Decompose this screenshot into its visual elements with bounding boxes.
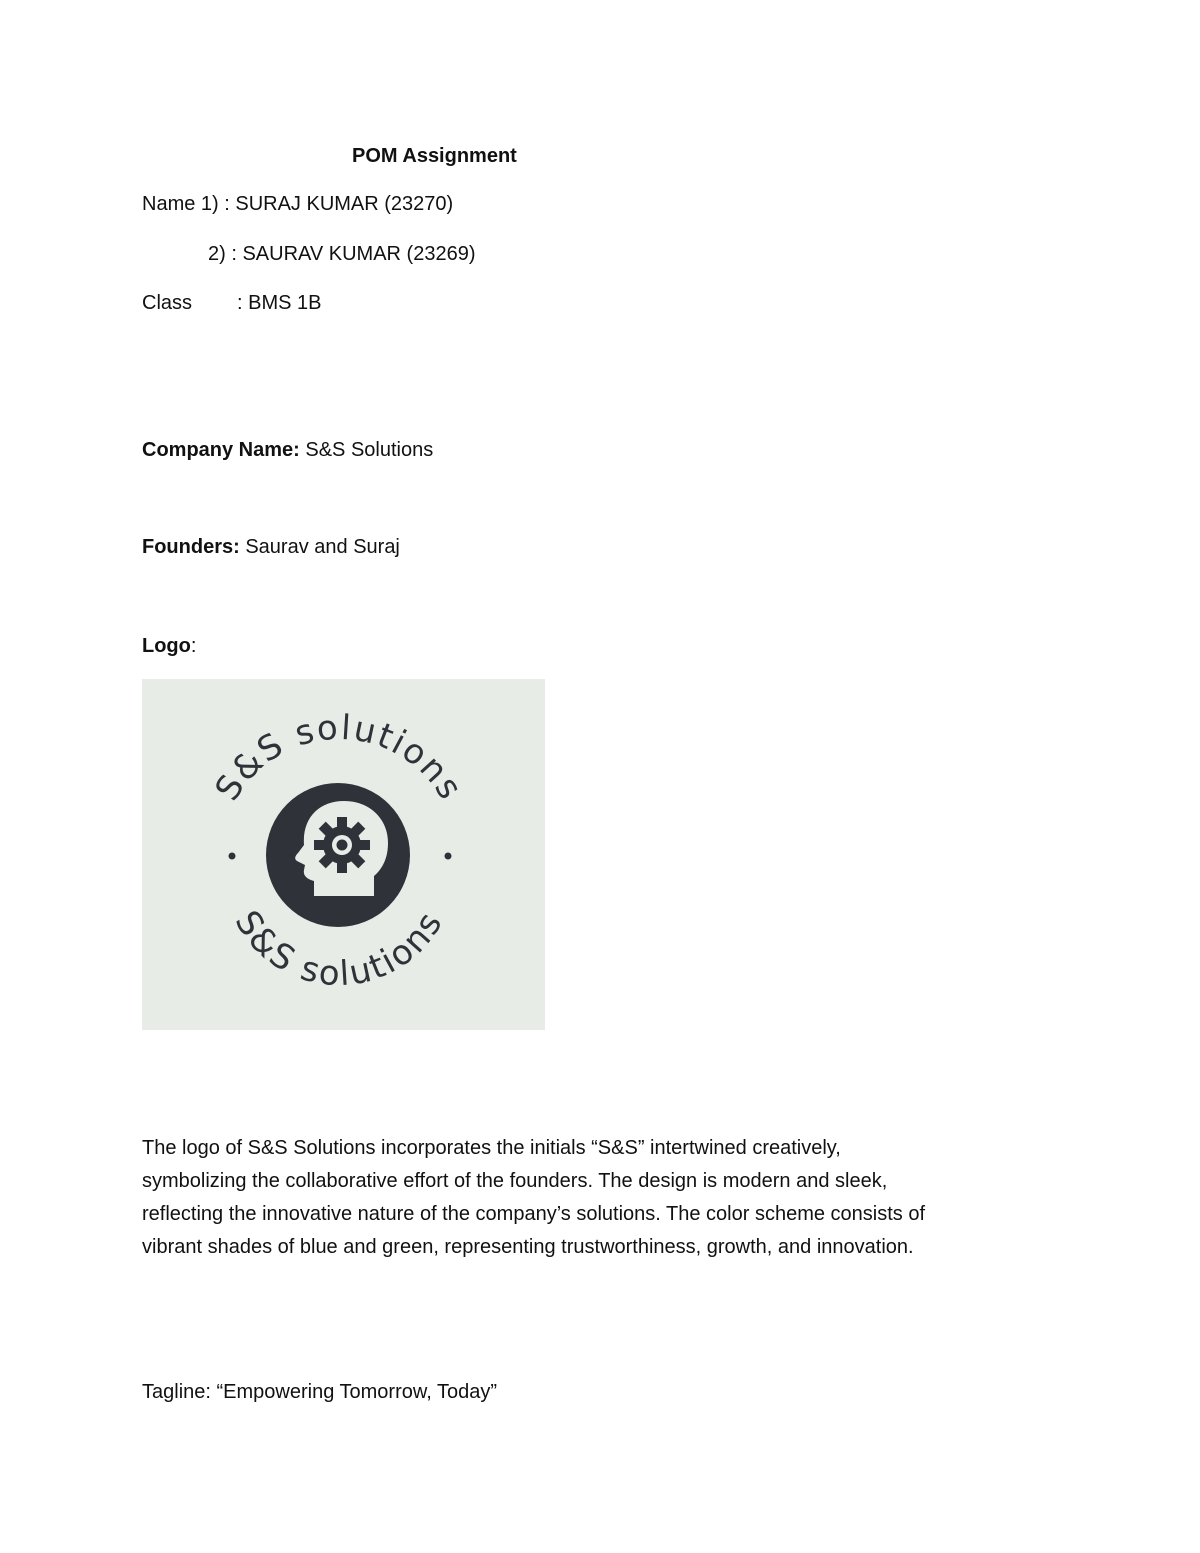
class-value: : BMS 1B — [237, 292, 322, 314]
logo-description — [142, 1132, 1062, 1264]
logo-dot-left — [229, 853, 236, 860]
student-name-2: 2) : SAURAV KUMAR (23269) — [208, 243, 476, 265]
company-name-label: Company Name: — [142, 439, 300, 461]
page-title: POM Assignment — [352, 145, 517, 167]
logo-heading — [142, 634, 196, 658]
founders-label: Founders: — [142, 536, 240, 558]
founders-row — [142, 535, 400, 559]
logo-ring-text-bottom: S&S solutions — [226, 903, 452, 995]
logo-label: Logo — [142, 635, 191, 657]
logo-dot-right — [445, 853, 452, 860]
company-name-value: S&S Solutions — [299, 439, 434, 461]
founders-value: Saurav and Suraj — [239, 536, 400, 558]
company-logo-svg — [142, 679, 545, 1030]
company-name-row — [142, 438, 433, 462]
description-line-1: The logo of S&S Solutions incorporates the initials “S&S” intertwined creatively, — [142, 1137, 841, 1159]
logo-label-colon: : — [190, 635, 197, 657]
tagline: Tagline: “Empowering Tomorrow, Today” — [142, 1381, 497, 1403]
student-name-1: Name 1) : SURAJ KUMAR (23270) — [142, 193, 454, 215]
description-line-2: symbolizing the collaborative effort of the founders. The design is modern and sleek, — [142, 1170, 888, 1192]
logo-ring-text-top: S&S solutions — [207, 707, 471, 808]
description-line-4: vibrant shades of blue and green, representing trustworthiness, growth, and innovation. — [142, 1236, 914, 1258]
company-logo — [142, 679, 545, 1030]
class-label: Class — [142, 292, 193, 314]
class-row — [142, 291, 322, 315]
description-line-3: reflecting the innovative nature of the company’s solutions. The color scheme consists of — [142, 1203, 926, 1225]
